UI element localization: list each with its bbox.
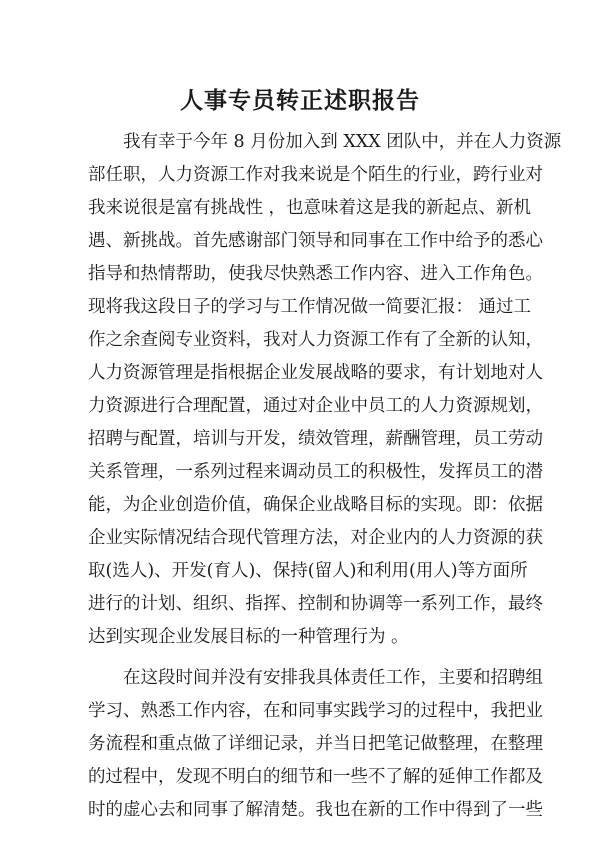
paragraph-line: 力资源进行合理配置，通过对企业中员工的人力资源规划，: [88, 396, 543, 416]
paragraph-line: 时的虚心去和同事了解清楚。我也在新的工作中得到了一些: [88, 800, 543, 820]
paragraph-line: 现将我这段日子的学习与工作情况做一简要汇报： 通过工: [88, 297, 532, 317]
paragraph-line: 在这段时间并没有安排我具体责任工作，主要和招聘组: [123, 668, 543, 688]
paragraph-line: 我来说很是富有挑战性 ，也意味着这是我的新起点、新机: [88, 198, 532, 218]
document-title: 人事专员转正述职报告: [180, 88, 420, 114]
paragraph-line: 取(选人)、开发(育人)、保持(留人)和利用(用人)等方面所: [88, 561, 528, 581]
paragraph-line: 务流程和重点做了详细记录，并当日把笔记做整理，在整理: [88, 734, 543, 754]
paragraph-line: 企业实际情况结合现代管理方法，对企业内的人力资源的获: [88, 528, 543, 548]
paragraph-line: 部任职，人力资源工作对我来说是个陌生的行业，跨行业对: [88, 165, 543, 185]
paragraph-line: 指导和热情帮助，使我尽快熟悉工作内容、进入工作角色。: [88, 264, 543, 284]
paragraph-line: 关系管理，一系列过程来调动员工的积极性，发挥员工的潜: [88, 462, 543, 482]
paragraph-line: 进行的计划、组织、指挥、控制和协调等一系列工作，最终: [88, 594, 543, 614]
paragraph-line: 人力资源管理是指根据企业发展战略的要求，有计划地对人: [88, 363, 543, 383]
paragraph-line: 作之余查阅专业资料，我对人力资源工作有了全新的认知，: [88, 330, 543, 350]
paragraph-line: 达到实现企业发展目标的一种管理行为 。: [88, 627, 409, 647]
paragraph-line: 能，为企业创造价值，确保企业战略目标的实现。即：依据: [88, 495, 543, 515]
paragraph-line: 招聘与配置，培训与开发，绩效管理，薪酬管理，员工劳动: [88, 429, 543, 449]
paragraph-line: 的过程中，发现不明白的细节和一些不了解的延伸工作都及: [88, 767, 543, 787]
paragraph-line: 学习、熟悉工作内容，在和同事实践学习的过程中，我把业: [88, 701, 543, 721]
paragraph-line: 我有幸于今年 8 月份加入到 XXX 团队中，并在人力资源: [123, 132, 562, 152]
paragraph-line: 遇、新挑战。首先感谢部门领导和同事在工作中给予的悉心: [88, 231, 543, 251]
